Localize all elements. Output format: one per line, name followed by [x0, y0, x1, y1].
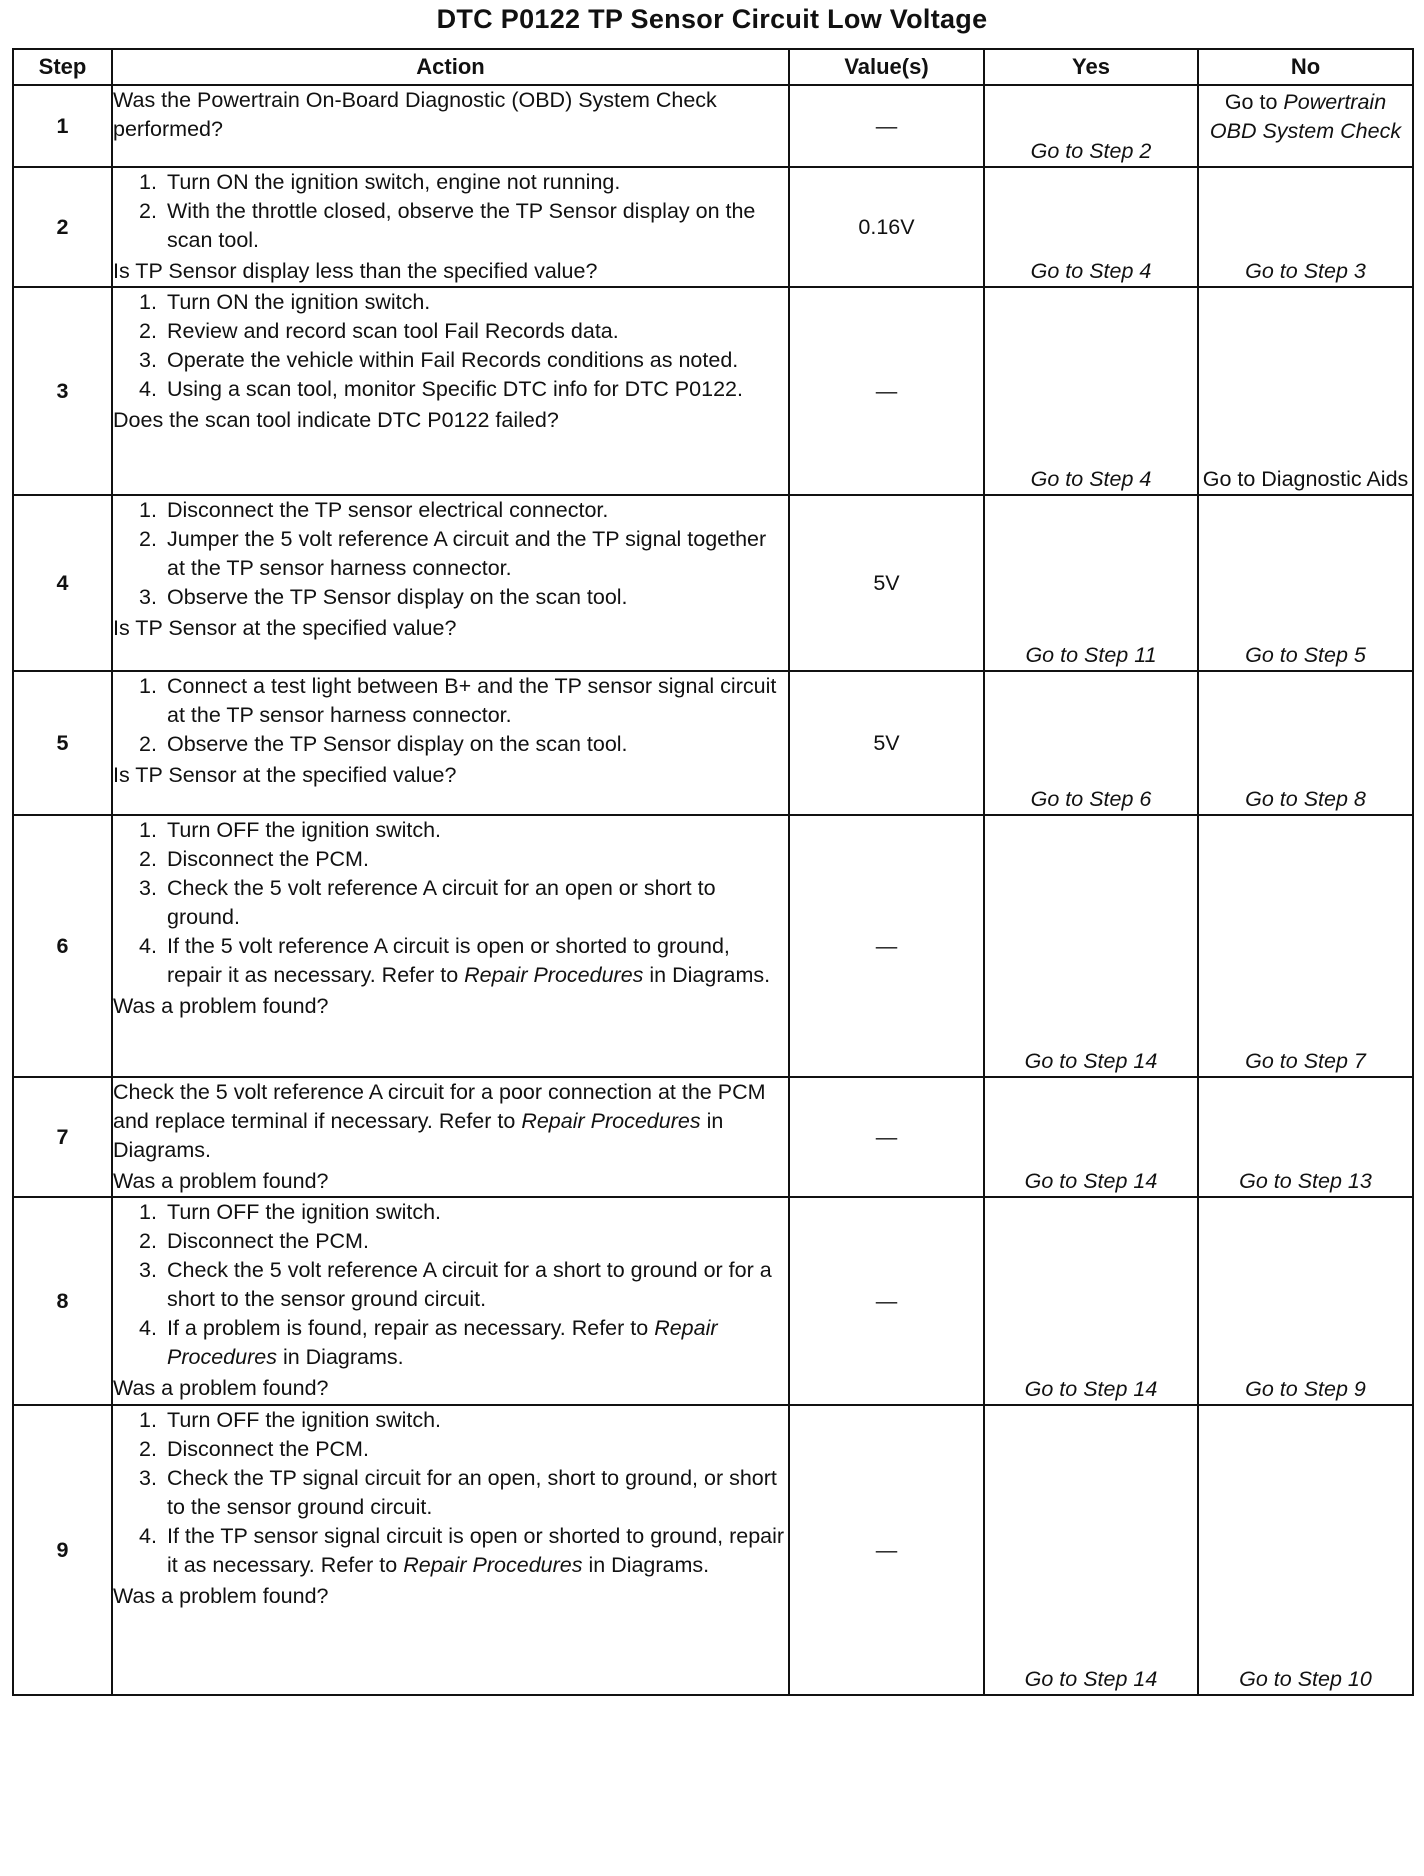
action-question: Is TP Sensor at the specified value?: [113, 616, 457, 640]
value-cell: —: [789, 815, 984, 1077]
action-text: Check the 5 volt reference A circuit for a poor connection at the PCM and replace terminal if necessary. Refer to Repair Procedures in Diagrams.: [113, 1080, 766, 1162]
action-question: Was a problem found?: [113, 994, 329, 1018]
header-step: Step: [13, 49, 112, 85]
action-substep: 2. Disconnect the PCM.: [139, 847, 369, 871]
no-cell[interactable]: Go to Powertrain OBD System Check: [1198, 85, 1413, 167]
action-substep: 2. Review and record scan tool Fail Records data.: [139, 319, 619, 343]
yes-cell[interactable]: Go to Step 11: [984, 495, 1198, 671]
value-cell: 0.16V: [789, 167, 984, 287]
value-cell: 5V: [789, 495, 984, 671]
yes-cell[interactable]: Go to Step 14: [984, 1197, 1198, 1405]
action-substep: 2. With the throttle closed, observe the TP Sensor display on the scan tool.: [139, 199, 756, 252]
action-substep: 1. Turn ON the ignition switch, engine not running.: [139, 170, 621, 194]
action-cell: [112, 1405, 789, 1695]
step-number: 3: [13, 287, 112, 495]
value-dash: —: [875, 113, 898, 138]
value-cell: —: [789, 287, 984, 495]
repair-procedures-ref[interactable]: Repair Procedures: [464, 963, 644, 987]
action-question: Was a problem found?: [113, 1584, 329, 1608]
value-cell: —: [789, 1197, 984, 1405]
action-question: Was a problem found?: [113, 1169, 329, 1193]
action-text: Was the Powertrain On-Board Diagnostic (OBD) System Check performed?: [112, 85, 789, 167]
header-no: No: [1198, 49, 1413, 85]
action-substep: 1. Turn ON the ignition switch.: [139, 290, 431, 314]
action-substep: 1. Turn OFF the ignition switch.: [139, 1408, 442, 1432]
table-row: [13, 815, 1413, 1077]
repair-procedures-ref[interactable]: Repair Procedures: [521, 1109, 701, 1133]
table-row: [13, 287, 1413, 495]
action-cell: [112, 815, 789, 1077]
action-substep: 4. If a problem is found, repair as necessary. Refer to Repair Procedures in Diagrams.: [139, 1316, 718, 1369]
no-cell[interactable]: Go to Diagnostic Aids: [1198, 287, 1413, 495]
yes-cell[interactable]: Go to Step 2: [984, 85, 1198, 167]
step-number: 9: [13, 1405, 112, 1695]
action-substep: 4. If the 5 volt reference A circuit is open or shorted to ground, repair it as necessary. Refer to Repair Procedures in Diagrams.: [139, 934, 771, 987]
no-cell[interactable]: Go to Step 10: [1198, 1405, 1413, 1695]
repair-procedures-ref[interactable]: Repair Procedures: [167, 1316, 718, 1369]
step-number: 5: [13, 671, 112, 815]
action-cell: [112, 495, 789, 671]
action-substep: 1. Connect a test light between B+ and the TP sensor signal circuit at the TP sensor harness connector.: [139, 674, 777, 727]
value-cell: —: [789, 1077, 984, 1197]
repair-procedures-ref[interactable]: Repair Procedures: [403, 1553, 583, 1577]
action-substep: 1. Turn OFF the ignition switch.: [139, 818, 442, 842]
action-substep: 3. Check the 5 volt reference A circuit for an open or short to ground.: [139, 876, 716, 929]
action-substep: 2. Jumper the 5 volt reference A circuit and the TP signal together at the TP sensor harness connector.: [139, 527, 767, 580]
action-substep: 3. Check the TP signal circuit for an open, short to ground, or short to the sensor ground circuit.: [139, 1466, 777, 1519]
action-substep: 4. Using a scan tool, monitor Specific DTC info for DTC P0122.: [139, 377, 743, 401]
no-cell[interactable]: Go to Step 8: [1198, 671, 1413, 815]
step-number: 6: [13, 815, 112, 1077]
page-title: DTC P0122 TP Sensor Circuit Low Voltage: [436, 4, 988, 34]
value-cell: [789, 85, 984, 167]
table-row: [13, 495, 1413, 671]
action-substep: 3. Operate the vehicle within Fail Records conditions as noted.: [139, 348, 739, 372]
header-action: Action: [112, 49, 789, 85]
value-cell: 5V: [789, 671, 984, 815]
action-substep: 3. Observe the TP Sensor display on the scan tool.: [139, 585, 628, 609]
action-question: Is TP Sensor at the specified value?: [113, 763, 457, 787]
action-substep: 1. Disconnect the TP sensor electrical connector.: [139, 498, 609, 522]
header-yes: Yes: [984, 49, 1198, 85]
action-substep: 4. If the TP sensor signal circuit is open or shorted to ground, repair it as necessary. Refer to Repair Procedures in Diagrams.: [139, 1524, 785, 1577]
action-substep: 2. Disconnect the PCM.: [139, 1437, 369, 1461]
no-cell[interactable]: Go to Step 13: [1198, 1077, 1413, 1197]
table-row: [13, 1197, 1413, 1405]
yes-cell[interactable]: Go to Step 14: [984, 815, 1198, 1077]
action-cell: [112, 287, 789, 495]
no-cell[interactable]: Go to Step 7: [1198, 815, 1413, 1077]
action-substep: 2. Disconnect the PCM.: [139, 1229, 369, 1253]
header-values: Value(s): [789, 49, 984, 85]
action-cell: [112, 1197, 789, 1405]
yes-cell[interactable]: Go to Step 4: [984, 167, 1198, 287]
action-question: Does the scan tool indicate DTC P0122 failed?: [113, 408, 559, 432]
table-row: [13, 167, 1413, 287]
step-number: 7: [13, 1077, 112, 1197]
step-number: 4: [13, 495, 112, 671]
step-number: 1: [13, 85, 112, 167]
diagnostic-table: [12, 48, 1414, 1696]
action-cell: [112, 671, 789, 815]
table-row: [13, 671, 1413, 815]
no-cell[interactable]: Go to Step 5: [1198, 495, 1413, 671]
action-question: Is TP Sensor display less than the specified value?: [113, 259, 598, 283]
action-substep: 2. Observe the TP Sensor display on the scan tool.: [139, 732, 628, 756]
yes-cell[interactable]: Go to Step 4: [984, 287, 1198, 495]
value-cell: —: [789, 1405, 984, 1695]
step-number: 2: [13, 167, 112, 287]
yes-cell[interactable]: Go to Step 6: [984, 671, 1198, 815]
no-cell[interactable]: Go to Step 3: [1198, 167, 1413, 287]
no-cell[interactable]: Go to Step 9: [1198, 1197, 1413, 1405]
header-row: [13, 49, 1413, 85]
action-cell: [112, 167, 789, 287]
table-row: [13, 85, 1413, 167]
yes-cell[interactable]: Go to Step 14: [984, 1405, 1198, 1695]
action-cell: [112, 1077, 789, 1197]
table-row: [13, 1405, 1413, 1695]
step-number: 8: [13, 1197, 112, 1405]
action-substep: 3. Check the 5 volt reference A circuit for a short to ground or for a short to the sensor ground circuit.: [139, 1258, 772, 1311]
yes-cell[interactable]: Go to Step 14: [984, 1077, 1198, 1197]
table-row: [13, 1077, 1413, 1197]
action-question: Was a problem found?: [113, 1376, 329, 1400]
action-substep: 1. Turn OFF the ignition switch.: [139, 1200, 442, 1224]
